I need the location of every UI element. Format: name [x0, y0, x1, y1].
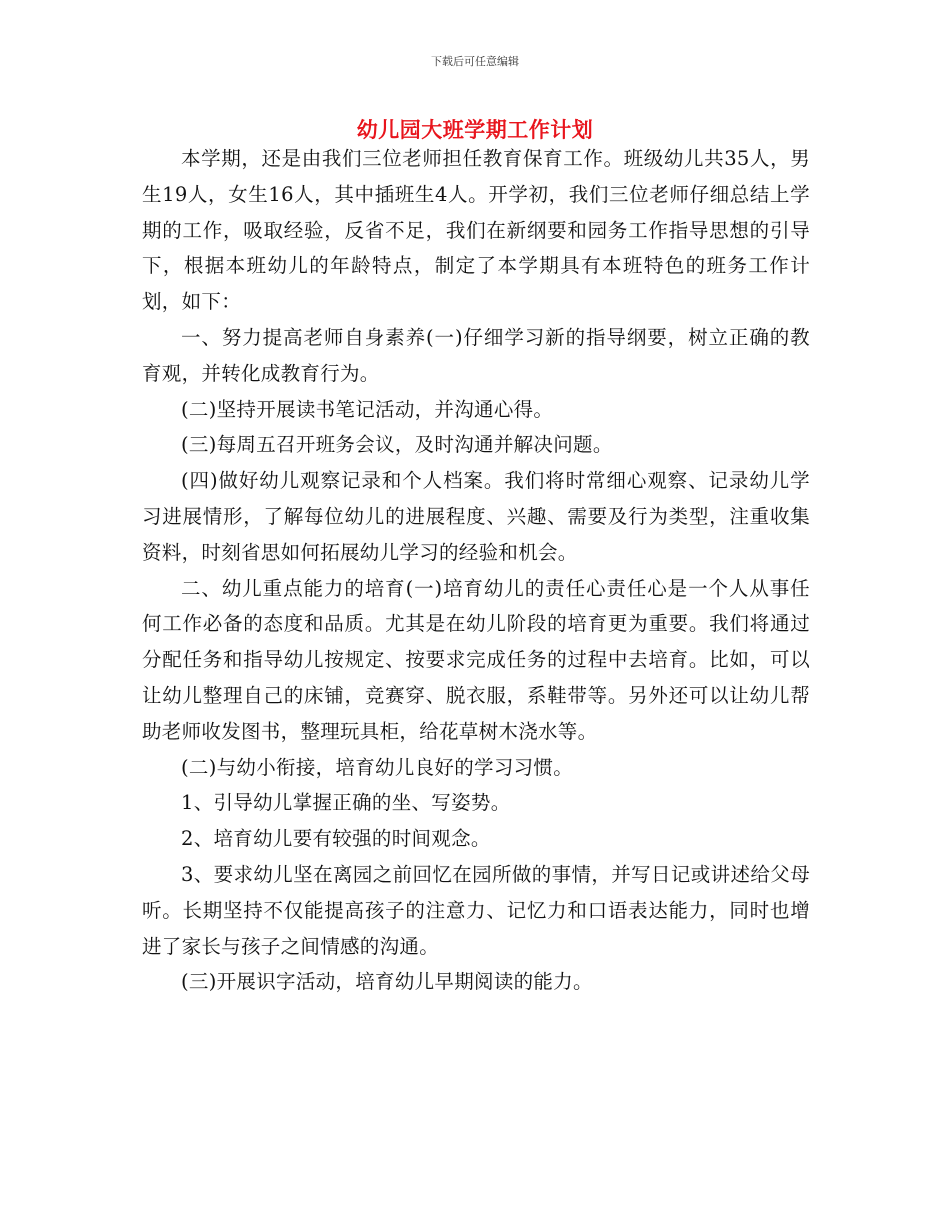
paragraph-list-item-1: 1、引导幼儿掌握正确的坐、写姿势。: [181, 791, 511, 815]
paragraph-list-item-2: 2、培育幼儿要有较强的时间观念。: [181, 827, 491, 851]
paragraph-section-1-item-3: (三)每周五召开班务会议，及时沟通并解决问题。: [181, 433, 613, 457]
paragraph-section-1-item-2: (二)坚持开展读书笔记活动，并沟通心得。: [181, 397, 554, 421]
paragraph-section-2-item-2: (二)与幼小衔接，培育幼儿良好的学习习惯。: [181, 755, 574, 779]
paragraph-intro: 本学期，还是由我们三位老师担任教育保育工作。班级幼儿共35人，男生19人，女生16人，其中插班生4人。开学初，我们三位老师仔细总结上学期的工作，吸取经验，反省不足，我们在新纲要和园务工作指导思想的引导下，根据本班幼儿的年龄特点，制定了本学期具有本班特色的班务工作计划，如下：: [142, 147, 810, 314]
header-note: 下载后可任意编辑: [431, 55, 519, 68]
paragraph-section-1: 一、努力提高老师自身素养(一)仔细学习新的指导纲要，树立正确的教育观，并转化成教育行为。: [142, 325, 810, 385]
document-title: 幼儿园大班学期工作计划: [356, 117, 594, 142]
paragraph-section-1-item-4: (四)做好幼儿观察记录和个人档案。我们将时常细心观察、记录幼儿学习进展情形，了解每位幼儿的进展程度、兴趣、需要及行为类型，注重收集资料，时刻省思如何拓展幼儿学习的经验和机会。: [142, 469, 810, 564]
paragraph-list-item-3: 3、要求幼儿坚在离园之前回忆在园所做的事情，并写日记或讲述给父母听。长期坚持不仅能提高孩子的注意力、记忆力和口语表达能力，同时也增进了家长与孩子之间情感的沟通。: [142, 862, 810, 958]
document-body: [142, 141, 810, 1000]
paragraph-section-2-item-3: (三)开展识字活动，培育幼儿早期阅读的能力。: [181, 970, 593, 994]
paragraph-section-2: 二、幼儿重点能力的培育(一)培育幼儿的责任心责任心是一个人从事任何工作必备的态度和品质。尤其是在幼儿阶段的培育更为重要。我们将通过分配任务和指导幼儿按规定、按要求完成任务的过程中去培育。比如，可以让幼儿整理自己的床铺，竞赛穿、脱衣服，系鞋带等。另外还可以让幼儿帮助老师收发图书，整理玩具柜，给花草树木浇水等。: [142, 576, 810, 743]
